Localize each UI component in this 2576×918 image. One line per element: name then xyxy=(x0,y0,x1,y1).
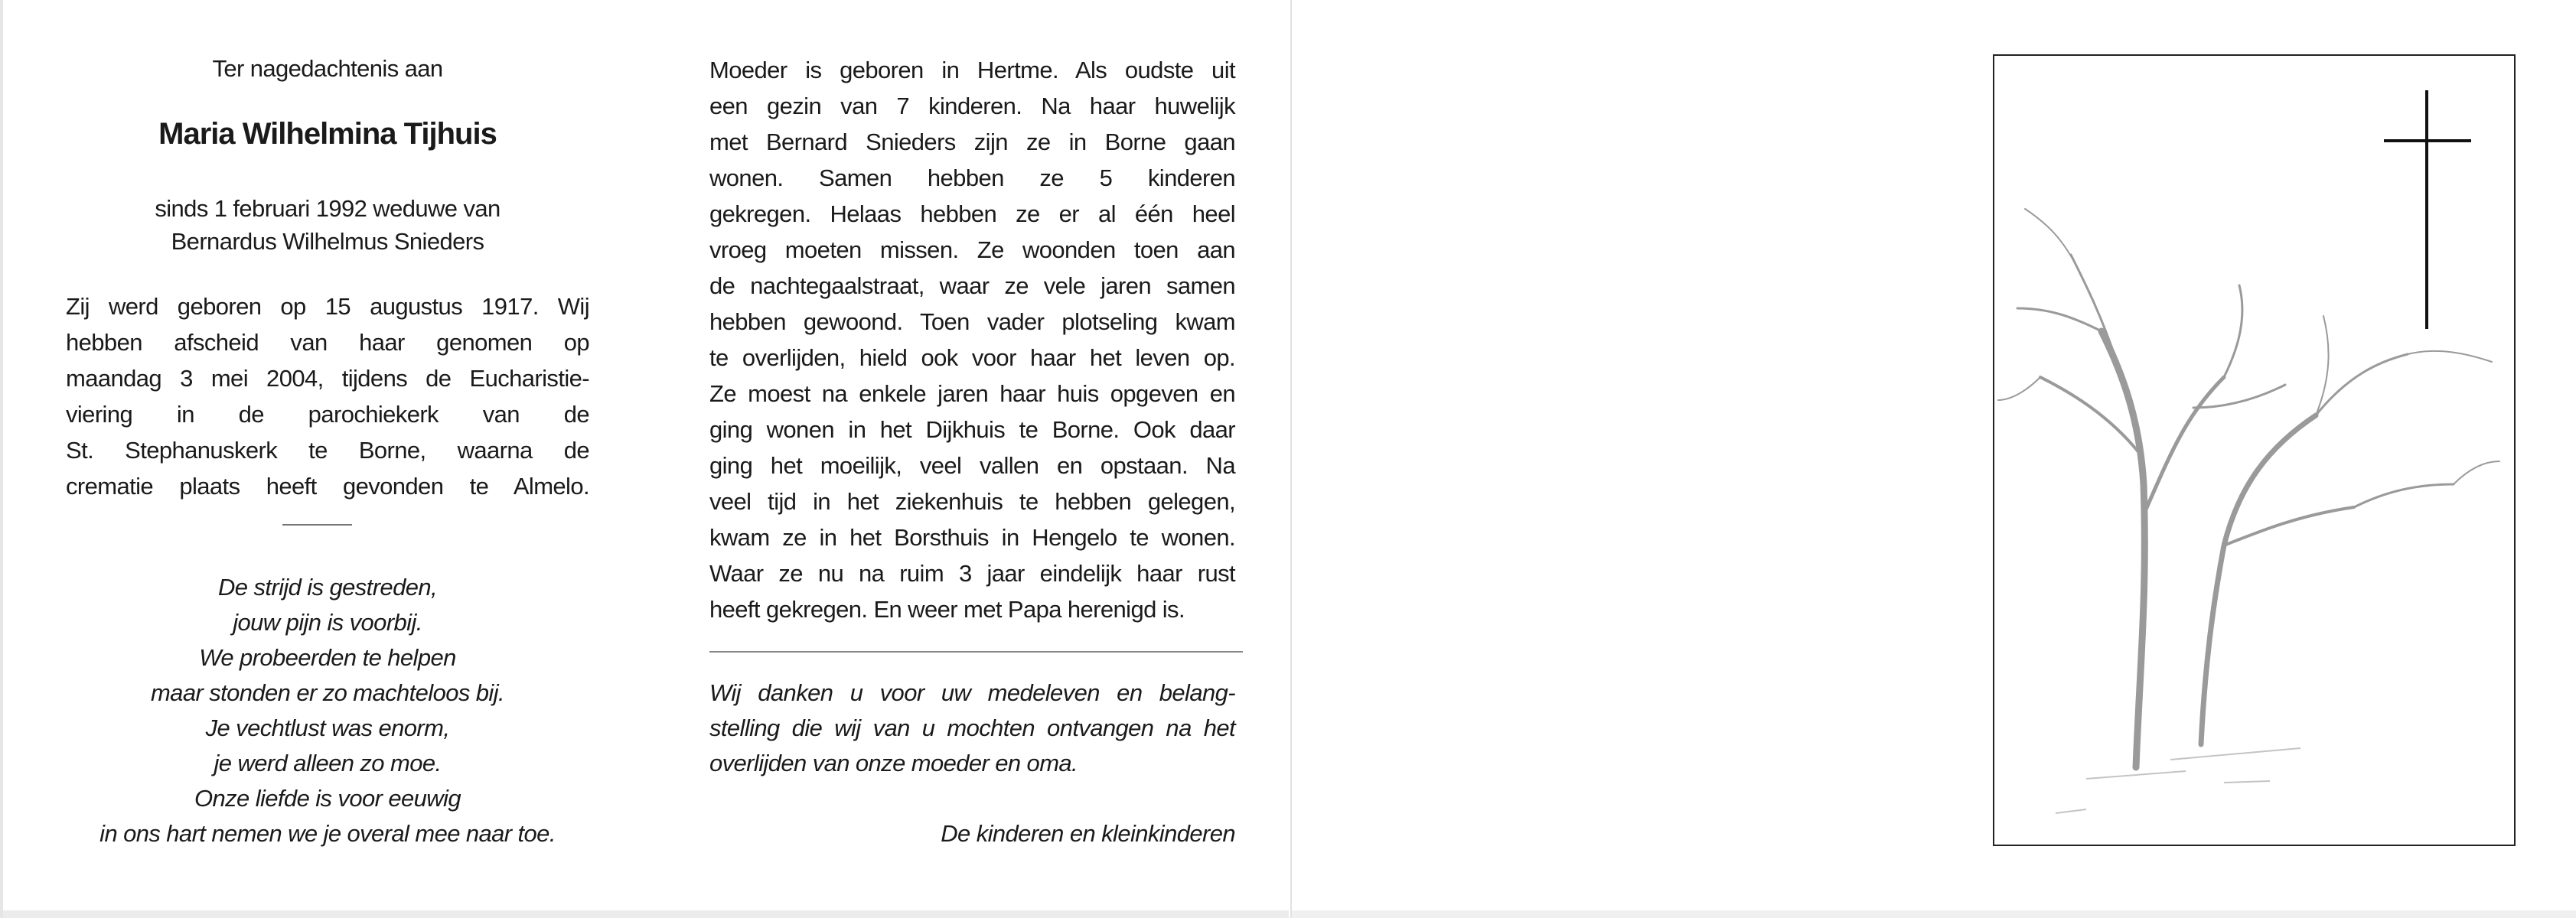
text-line: maandag 3 mei 2004, tijdens de Eucharistie- xyxy=(66,365,589,392)
text-line: De strijd is gestreden, xyxy=(218,574,437,601)
text-line: kwam ze in het Borsthuis in Hengelo te wonen. xyxy=(709,524,1235,551)
divider xyxy=(282,524,352,526)
text-line: maar stonden er zo machteloos bij. xyxy=(150,679,505,706)
text-line: stelling die wij van u mochten ontvangen na het xyxy=(709,715,1235,741)
text-line: St. Stephanuskerk te Borne, waarna de xyxy=(66,437,589,464)
text-line: crematie plaats heeft gevonden te Almelo. xyxy=(66,473,589,500)
text-line: hebben afscheid van haar genomen op xyxy=(66,329,589,356)
text-line: hebben gewoond. Toen vader plotseling kwam xyxy=(709,308,1235,335)
text-line: veel tijd in het ziekenhuis te hebben gelegen, xyxy=(709,488,1235,515)
text-line: een gezin van 7 kinderen. Na haar huwelijk xyxy=(709,93,1235,119)
text-line: ging wonen in het Dijkhuis te Borne. Ook daar xyxy=(709,416,1235,443)
text-line: de nachtegaalstraat, waar ze vele jaren samen xyxy=(709,272,1235,299)
text-line: Onze liefde is voor eeuwig xyxy=(194,785,461,812)
text-line: jouw pijn is voorbij. xyxy=(233,609,422,636)
cover-frame xyxy=(1993,54,2516,846)
text-line: heeft gekregen. En weer met Papa herenigd is. xyxy=(709,596,1185,623)
text-line: vroeg moeten missen. Ze woonden toen aan xyxy=(709,236,1235,263)
text-line: viering in de parochiekerk van de xyxy=(66,401,589,428)
text-line: We probeerden te helpen xyxy=(199,644,456,671)
text-line: in ons hart nemen we je overal mee naar toe. xyxy=(99,820,556,847)
text-line: Moeder is geboren in Hertme. Als oudste uit xyxy=(709,57,1235,83)
text-line: Je vechtlust was enorm, xyxy=(205,715,450,741)
text-line: gekregen. Helaas hebben ze er al één heel xyxy=(709,200,1235,227)
text-line: met Bernard Snieders zijn ze in Borne gaan xyxy=(709,129,1235,155)
text-line: Ze moest na enkele jaren haar huis opgeven en xyxy=(709,380,1235,407)
text-line: wonen. Samen hebben ze 5 kinderen xyxy=(709,164,1235,191)
card-cover xyxy=(1290,0,2576,918)
card-edge xyxy=(1292,910,2576,918)
deceased-name: Maria Wilhelmina Tijhuis xyxy=(158,117,497,151)
text-line: Waar ze nu na ruim 3 jaar eindelijk haar rust xyxy=(709,560,1235,587)
divider xyxy=(709,651,1243,653)
card-edge xyxy=(3,910,1289,918)
text-line: Zij werd geboren op 15 augustus 1917. Wij xyxy=(66,293,589,320)
text-line: je werd alleen zo moe. xyxy=(214,750,442,776)
text-line: Wij danken u voor uw medeleven en belang- xyxy=(709,679,1235,706)
intro-text: Ter nagedachtenis aan xyxy=(212,55,443,82)
signature: De kinderen en kleinkinderen xyxy=(941,820,1235,847)
trees-illustration xyxy=(1994,56,2517,848)
text-line: te overlijden, hield ook voor haar het leven op. xyxy=(709,344,1235,371)
widow-line-1: sinds 1 februari 1992 weduwe van xyxy=(155,195,501,222)
widow-line-2: Bernardus Wilhelmus Snieders xyxy=(171,228,484,255)
text-line: overlijden van onze moeder en oma. xyxy=(709,750,1078,776)
text-line: ging het moeilijk, veel vallen en opstaan. Na xyxy=(709,452,1235,479)
